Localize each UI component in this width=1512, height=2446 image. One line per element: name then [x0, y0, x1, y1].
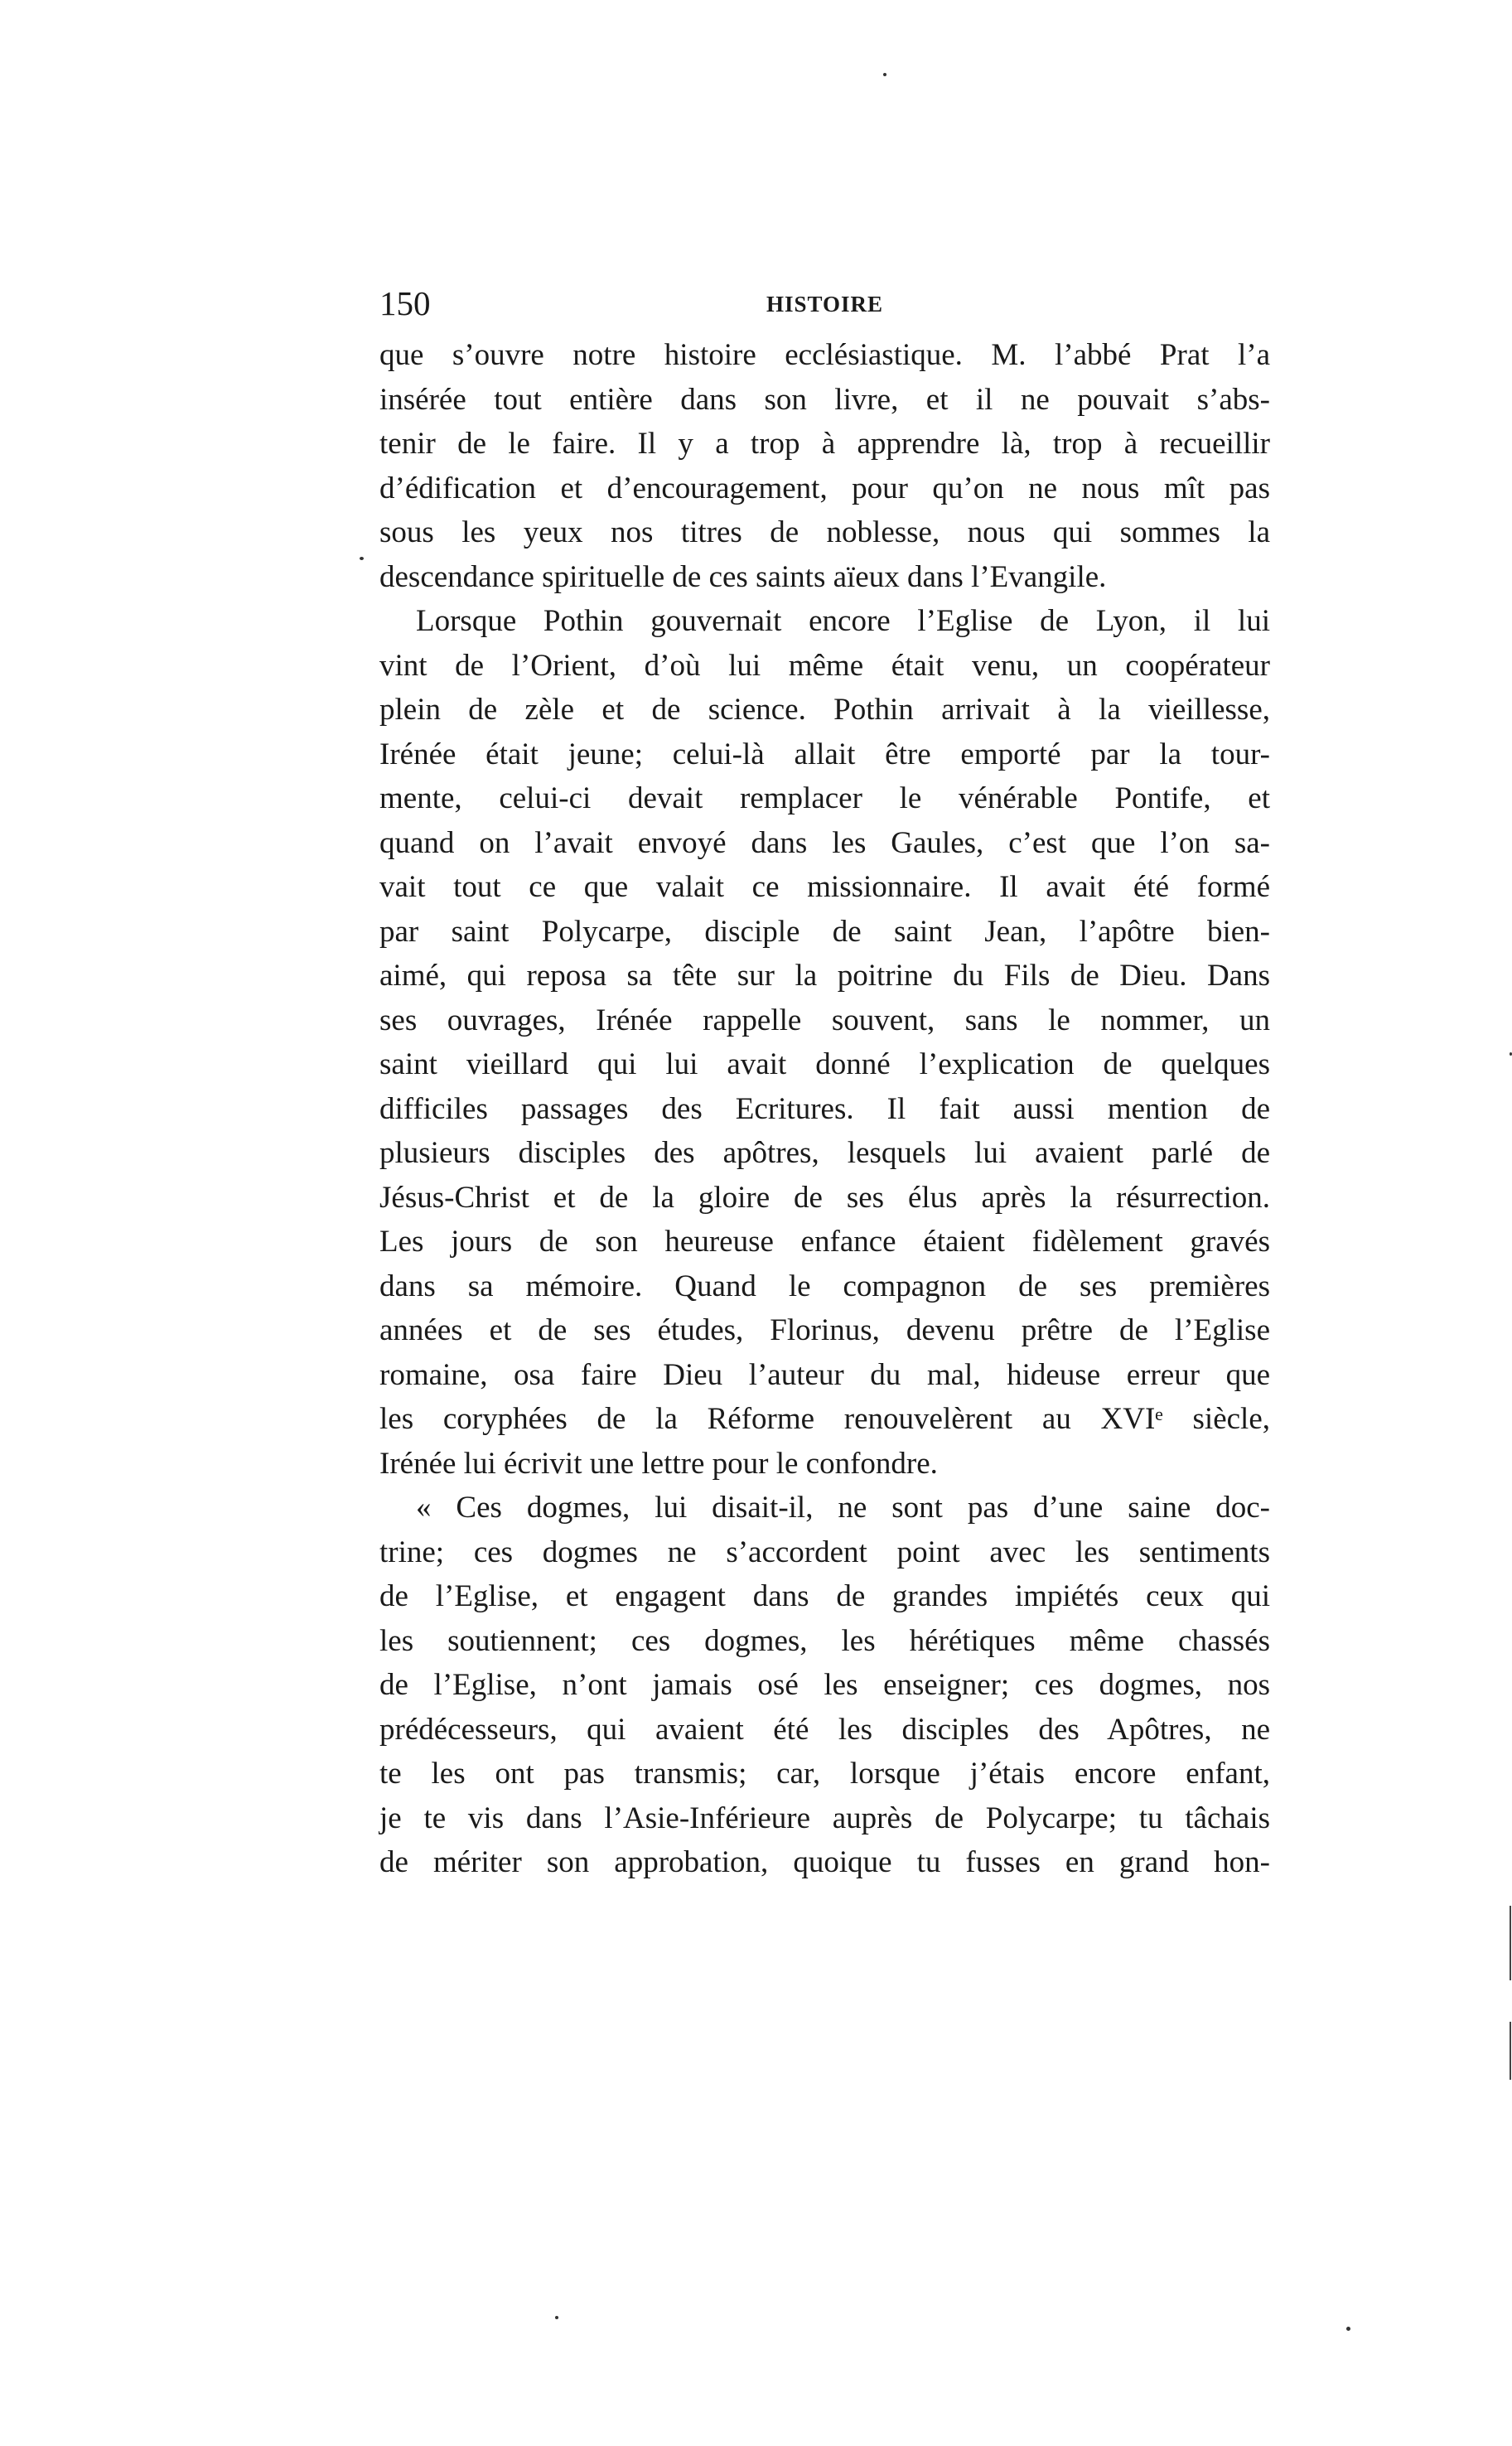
text-line: Les jours de son heureuse enfance étaient fidèlement gravés [379, 1225, 1270, 1259]
running-head [379, 278, 1270, 328]
text-line: ses ouvrages, Irénée rappelle souvent, sans le nommer, un [379, 1003, 1270, 1037]
text-line: Irénée était jeune; celui-là allait être emporté par la tour- [379, 737, 1270, 771]
text-line: de l’Eglise, et engagent dans de grandes impiétés ceux qui [379, 1579, 1270, 1613]
text-line: quand on l’avait envoyé dans les Gaules, c’est que l’on sa- [379, 825, 1270, 860]
text-line: trine; ces dogmes ne s’accordent point avec les sentiments [379, 1535, 1270, 1569]
text-line: saint vieillard qui lui avait donné l’explication de quelques [379, 1047, 1270, 1081]
text-line: vint de l’Orient, d’où lui même était venu, un coopérateur [379, 648, 1270, 683]
page-edge-mark [1510, 1906, 1511, 1980]
print-speck [883, 73, 886, 76]
text-line: de l’Eglise, n’ont jamais osé les enseigner; ces dogmes, nos [379, 1668, 1270, 1702]
running-title: HISTOIRE [766, 292, 884, 317]
text-line: difficiles passages des Ecritures. Il fait aussi mention de [379, 1091, 1270, 1126]
text-line: d’édification et d’encouragement, pour qu’on ne nous mît pas [379, 471, 1270, 505]
print-speck [555, 2316, 558, 2319]
text-line: je te vis dans l’Asie-Inférieure auprès de Polycarpe; tu tâchais [379, 1801, 1270, 1835]
text-line: plusieurs disciples des apôtres, lesquels lui avaient parlé de [379, 1136, 1270, 1170]
text-line: aimé, qui reposa sa tête sur la poitrine du Fils de Dieu. Dans [379, 959, 1270, 993]
body-text [379, 333, 1270, 1885]
text-line: Lorsque Pothin gouvernait encore l’Eglise de Lyon, il lui [416, 604, 1270, 638]
text-line: romaine, osa faire Dieu l’auteur du mal, hideuse erreur que [379, 1357, 1270, 1392]
print-speck [1346, 2327, 1350, 2331]
text-line: que s’ouvre notre histoire ecclésiastique. M. l’abbé Prat l’a [379, 338, 1270, 372]
text-line: mente, celui-ci devait remplacer le vénérable Pontife, et [379, 781, 1270, 815]
text-line: descendance spirituelle de ces saints aïeux dans l’Evangile. [379, 559, 1107, 594]
page-edge-mark [1510, 2022, 1511, 2080]
text-line: dans sa mémoire. Quand le compagnon de ses premières [379, 1269, 1270, 1303]
text-line: Jésus-Christ et de la gloire de ses élus après la résurrection. [379, 1180, 1270, 1215]
text-line: sous les yeux nos titres de noblesse, nous qui sommes la [379, 515, 1270, 549]
paragraph [379, 1486, 1270, 1885]
text-line: tenir de le faire. Il y a trop à apprendre là, trop à recueillir [379, 427, 1270, 461]
print-speck [360, 557, 364, 560]
text-line: vait tout ce que valait ce missionnaire. Il avait été formé [379, 870, 1270, 904]
text-line: les soutiennent; ces dogmes, les hérétiques même chassés [379, 1623, 1270, 1658]
page-number: 150 [379, 284, 431, 322]
text-line: plein de zèle et de science. Pothin arrivait à la vieillesse, [379, 693, 1270, 727]
paragraph [379, 333, 1270, 599]
text-line: par saint Polycarpe, disciple de saint Jean, l’apôtre bien- [379, 914, 1270, 949]
text-line: années et de ses études, Florinus, devenu prêtre de l’Eglise [379, 1313, 1270, 1347]
text-line: de mériter son approbation, quoique tu fusses en grand hon- [379, 1845, 1270, 1879]
text-line: Irénée lui écrivit une lettre pour le confondre. [379, 1446, 938, 1481]
text-line: prédécesseurs, qui avaient été les disciples des Apôtres, ne [379, 1712, 1270, 1747]
paragraph [379, 599, 1270, 1486]
text-line: te les ont pas transmis; car, lorsque j’étais encore enfant, [379, 1757, 1270, 1791]
text-line: les coryphées de la Réforme renouvelèrent au XVIᵉ siècle, [379, 1402, 1270, 1436]
text-line: « Ces dogmes, lui disait-il, ne sont pas d’une saine doc- [416, 1491, 1270, 1525]
text-line: insérée tout entière dans son livre, et il ne pouvait s’abs- [379, 382, 1270, 417]
